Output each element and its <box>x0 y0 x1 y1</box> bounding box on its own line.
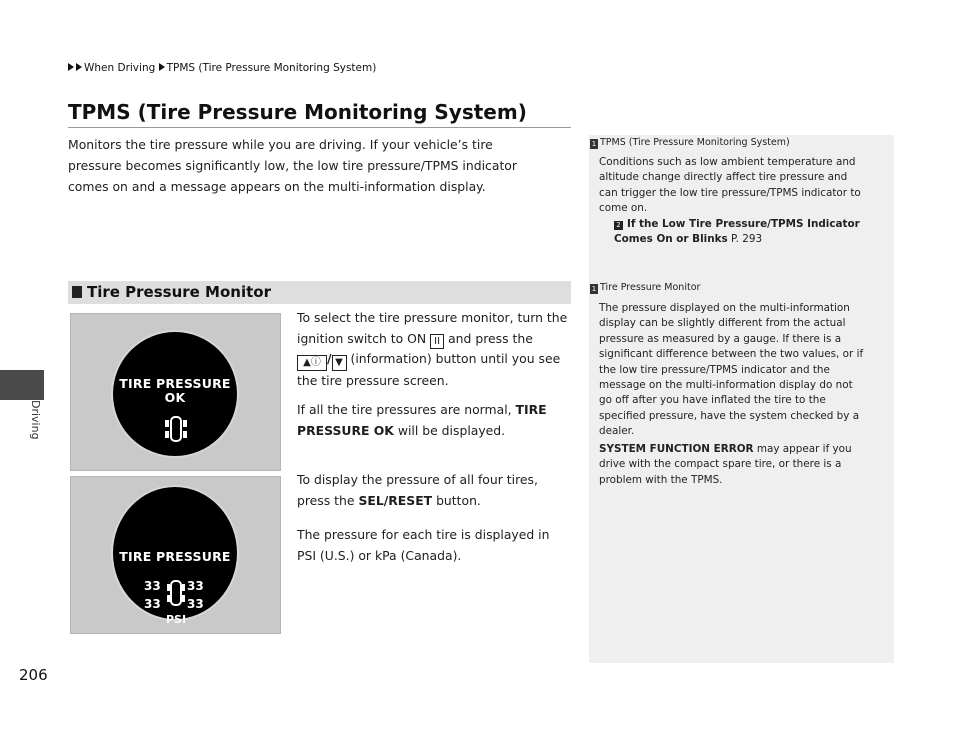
instructions-text: If all the tire pressures are normal, <box>297 402 512 417</box>
instructions-paragraph-4: The pressure for each tire is displayed in PSI (U.S.) or kPa (Canada). <box>297 527 550 563</box>
note-marker-icon: 1 <box>591 285 597 293</box>
breadcrumb-arrow-icon <box>68 63 74 71</box>
tire-pressure-front-left: 33 <box>144 579 161 593</box>
instructions-text: To display the pressure of all four tires, press the <box>297 472 538 508</box>
note2-text2-body: may appear if you drive with the compact spare tire, or there is a problem with the TPMS. <box>599 443 852 486</box>
title-divider <box>68 127 571 128</box>
note1-xref[interactable] <box>614 217 874 248</box>
display-line2: OK <box>164 390 186 405</box>
note2-text2 <box>599 442 867 488</box>
tpms-ok-display-image <box>70 313 281 471</box>
car-tires-icon <box>167 579 185 609</box>
page-number: 206 <box>19 666 48 684</box>
display-title: TIRE PRESSURE <box>119 549 231 564</box>
tire-pressure-front-right: 33 <box>187 579 204 593</box>
instructions-text: To select the tire pressure monitor, turn the ignition switch to ON <box>297 310 568 346</box>
section-marker-icon <box>72 286 82 298</box>
instructions-text: and press the <box>448 330 533 346</box>
instructions-paragraph-1: To select the tire pressure monitor, turn the ignition switch to ON II and press the ▲ⓘ / ▼ (information) button until you see the tire pressure screen. <box>297 310 568 388</box>
section-header-label: Tire Pressure Monitor <box>87 283 271 301</box>
instructions-text: button. <box>436 492 481 508</box>
note2-text: The pressure displayed on the multi-information display can be slightly different from the actual pressure as measured by a gauge. If there is a significant difference between the two values, or if the low tire pressure/TPMS indicator and the message on the multi-information display do not go off after you have inflated the tire to the specified pressure, have the system checked by a dealer. <box>599 302 864 438</box>
car-tires-icon <box>163 414 189 444</box>
instructions-paragraph-2 <box>297 400 569 441</box>
display-line1: TIRE PRESSURE <box>119 376 231 391</box>
instructions-paragraph-3 <box>297 470 569 511</box>
note2-title-text: Tire Pressure Monitor <box>600 282 701 293</box>
tire-pressure-ok-term: TIRE PRESSURE OK <box>297 402 547 438</box>
xref-page[interactable]: P. 293 <box>731 233 763 246</box>
chapter-tab[interactable] <box>0 370 44 400</box>
info-up-button-icon: ▲ⓘ <box>297 355 327 371</box>
display-screen <box>111 330 239 458</box>
cross-reference-icon: 2 <box>614 221 623 230</box>
chapter-tab-label-wrap <box>20 400 50 480</box>
note1-title-text: TPMS (Tire Pressure Monitoring System) <box>600 137 790 148</box>
note2-title <box>590 282 700 294</box>
system-function-error-term: SYSTEM FUNCTION ERROR <box>599 443 754 455</box>
sel-reset-term: SEL/RESET <box>358 492 433 508</box>
chapter-tab-label: Driving <box>29 400 42 440</box>
pressure-unit: PSI <box>166 613 187 626</box>
tire-pressure-rear-left: 33 <box>144 597 161 611</box>
breadcrumb-level2[interactable]: TPMS (Tire Pressure Monitoring System) <box>166 62 377 74</box>
note-marker-icon: 1 <box>591 140 597 148</box>
info-down-button-icon: ▼ <box>332 355 347 371</box>
note1-text: Conditions such as low ambient temperature and altitude change directly affect tire pressure and can trigger the low tire pressure/TPMS indicator to come on. <box>599 156 861 215</box>
ignition-position-ii-icon: II <box>430 334 444 349</box>
tpms-pressure-display-image <box>70 476 281 634</box>
breadcrumb-arrow-icon <box>76 63 82 71</box>
intro-paragraph: Monitors the tire pressure while you are driving. If your vehicle’s tire pressure becomes significantly low, the low tire pressure/TPMS indicator comes on and a message appears on the multi-information display. <box>68 137 517 194</box>
display-screen <box>111 485 239 626</box>
page-title: TPMS (Tire Pressure Monitoring System) <box>68 100 527 124</box>
section-header <box>68 281 571 304</box>
breadcrumb <box>68 62 376 74</box>
xref-title[interactable]: If the Low Tire Pressure/TPMS Indicator Comes On or Blinks <box>614 218 860 246</box>
tire-pressure-rear-right: 33 <box>187 597 204 611</box>
breadcrumb-arrow-icon <box>159 63 165 71</box>
note1-title <box>590 137 790 149</box>
instructions-text: will be displayed. <box>397 422 506 438</box>
breadcrumb-level1[interactable]: When Driving <box>84 62 156 74</box>
instructions-text: (information) button until you see the tire pressure screen. <box>297 351 561 388</box>
